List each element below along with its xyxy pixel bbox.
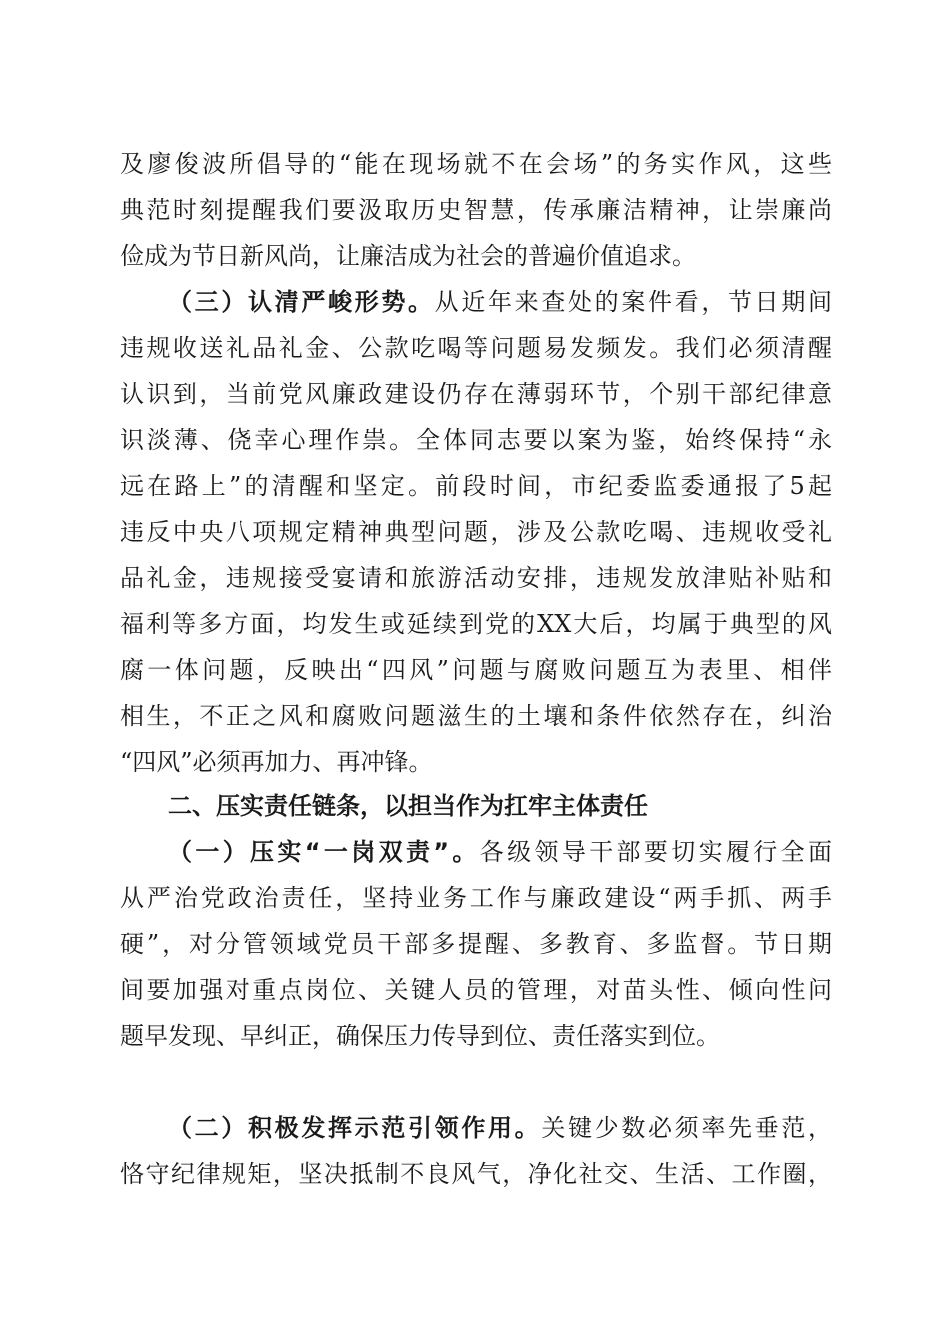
paragraph-line: “四风”必须再加力、再冲锋。: [120, 748, 433, 776]
paragraph-line: （一）压实“一岗双责”。各级领导干部要切实履行全面: [168, 838, 833, 866]
paragraph-line: 从严治党政治责任，坚持业务工作与廉政建设“两手抓、两手: [120, 884, 832, 912]
paragraph-line: 俭成为节日新风尚，让廉洁成为社会的普遍价值追求。: [120, 242, 696, 270]
section-subheading: （三）认清严峻形势。: [168, 288, 435, 316]
paragraph-line: 恪守纪律规矩，坚决抵制不良风气，净化社交、生活、工作圈，: [120, 1160, 832, 1188]
paragraph-line: 题早发现、早纠正，确保压力传导到位、责任落实到位。: [120, 1022, 720, 1050]
paragraph-line: 典范时刻提醒我们要汲取历史智慧，传承廉洁精神，让崇廉尚: [120, 196, 832, 224]
paragraph-line: 识淡薄、侥幸心理作祟。全体同志要以案为鉴，始终保持“永: [120, 426, 832, 454]
paragraph-line: 福利等多方面，均发生或延续到党的XX大后，均属于典型的风: [120, 610, 832, 638]
paragraph-line: 间要加强对重点岗位、关键人员的管理，对苗头性、倾向性问: [120, 976, 832, 1004]
paragraph-line: 腐一体问题，反映出“四风”问题与腐败问题互为表里、相伴: [120, 656, 832, 684]
paragraph-line: 认识到，当前党风廉政建设仍存在薄弱环节，个别干部纪律意: [120, 380, 832, 408]
paragraph-line: 违规收送礼品礼金、公款吃喝等问题易发频发。我们必须清醒: [120, 334, 832, 362]
paragraph-line: （三）认清严峻形势。从近年来查处的案件看，节日期间: [168, 288, 833, 316]
section-heading: 二、压实责任链条，以担当作为扛牢主体责任: [168, 792, 648, 820]
paragraph-line: 品礼金，违规接受宴请和旅游活动安排，违规发放津贴补贴和: [120, 564, 832, 592]
paragraph-line: （二）积极发挥示范引领作用。关键少数必须率先垂范，: [168, 1114, 833, 1142]
paragraph-line: 相生，不正之风和腐败问题滋生的土壤和条件依然存在，纠治: [120, 702, 832, 730]
paragraph-line: 硬”，对分管领域党员干部多提醒、多教育、多监督。节日期: [120, 930, 832, 958]
paragraph-line: 违反中央八项规定精神典型问题，涉及公款吃喝、违规收受礼: [120, 518, 832, 546]
paragraph-line: 及廖俊波所倡导的“能在现场就不在会场”的务实作风，这些: [120, 150, 832, 178]
paragraph-line: 远在路上”的清醒和坚定。前段时间，市纪委监委通报了5起: [120, 472, 832, 500]
section-subheading: （二）积极发挥示范引领作用。: [168, 1114, 542, 1142]
section-subheading: （一）压实“一岗双责”。: [168, 838, 480, 866]
